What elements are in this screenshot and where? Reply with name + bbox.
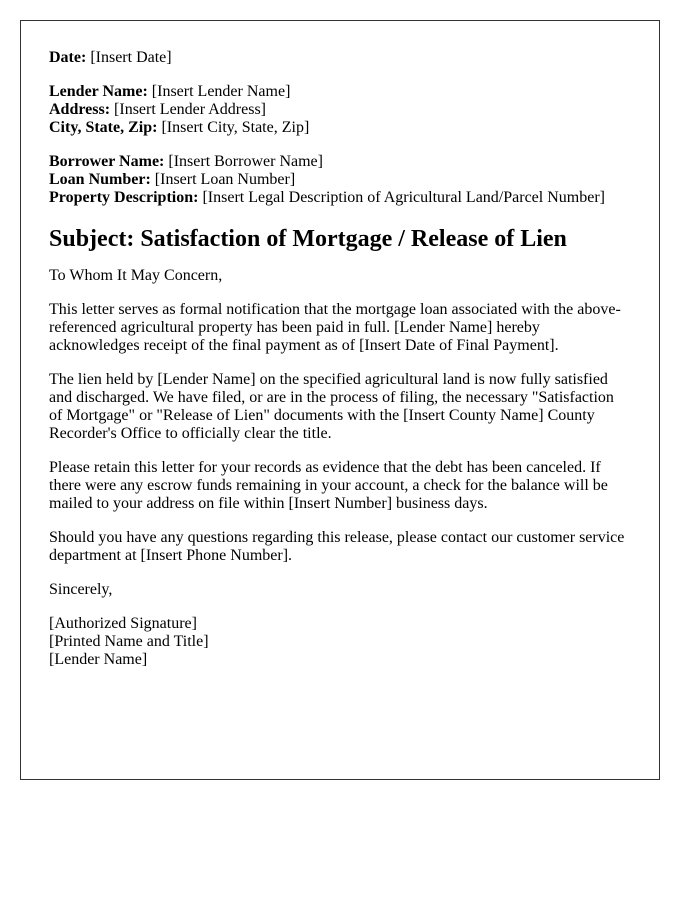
- loan-number-line: [49, 171, 631, 189]
- loan-number-value: [Insert Loan Number]: [154, 171, 296, 188]
- paragraph-lien-satisfied: The lien held by [Lender Name] on the specified agricultural land is now fully satisfied and discharged. We have filed, or are in the process of filing, the necessary "Satisfaction of Mortgage" or "Release of Lien" documents with the [Insert County Name] County Recorder's Office to officially clear the title.: [49, 371, 614, 442]
- date-line: [49, 49, 631, 67]
- date-label: Date:: [49, 49, 87, 66]
- subject-heading: Subject: Satisfaction of Mortgage / Release of Lien: [49, 226, 567, 252]
- lender-name-sign-line: [Lender Name]: [49, 651, 148, 668]
- lender-name-value: [Insert Lender Name]: [151, 83, 291, 100]
- borrower-name-label: Borrower Name:: [49, 153, 165, 170]
- lender-city-label: City, State, Zip:: [49, 119, 158, 136]
- property-description-value: [Insert Legal Description of Agricultural Land/Parcel Number]: [202, 189, 605, 206]
- letter-document: [20, 20, 660, 780]
- lender-name-label: Lender Name:: [49, 83, 148, 100]
- loan-number-label: Loan Number:: [49, 171, 151, 188]
- date-value: [Insert Date]: [90, 49, 172, 66]
- lender-city-value: [Insert City, State, Zip]: [161, 119, 310, 136]
- lender-address-line: [49, 101, 631, 119]
- borrower-name-line: [49, 153, 631, 171]
- paragraph-escrow: Please retain this letter for your records as evidence that the debt has been canceled. If there were any escrow funds remaining in your account, a check for the balance will be mailed to your address on file within [Insert Number] business days.: [49, 459, 608, 512]
- paragraph-payment-notice: This letter serves as formal notification that the mortgage loan associated with the above-referenced agricultural property has been paid in full. [Lender Name] hereby acknowledges receipt of the final payment as of [Insert Date of Final Payment].: [49, 301, 621, 354]
- lender-name-line: [49, 83, 631, 101]
- paragraph-contact: Should you have any questions regarding this release, please contact our customer service department at [Insert Phone Number].: [49, 529, 625, 564]
- property-description-line: [49, 189, 631, 207]
- borrower-name-value: [Insert Borrower Name]: [168, 153, 323, 170]
- closing: Sincerely,: [49, 581, 113, 598]
- signature-block: [49, 615, 631, 669]
- lender-city-line: [49, 119, 631, 137]
- lender-address-label: Address:: [49, 101, 111, 118]
- signature-line: [Authorized Signature]: [49, 615, 197, 632]
- salutation: To Whom It May Concern,: [49, 267, 223, 284]
- date-block: [49, 49, 631, 67]
- lender-block: [49, 83, 631, 137]
- property-description-label: Property Description:: [49, 189, 199, 206]
- borrower-block: [49, 153, 631, 207]
- printed-name-line: [Printed Name and Title]: [49, 633, 209, 650]
- lender-address-value: [Insert Lender Address]: [114, 101, 266, 118]
